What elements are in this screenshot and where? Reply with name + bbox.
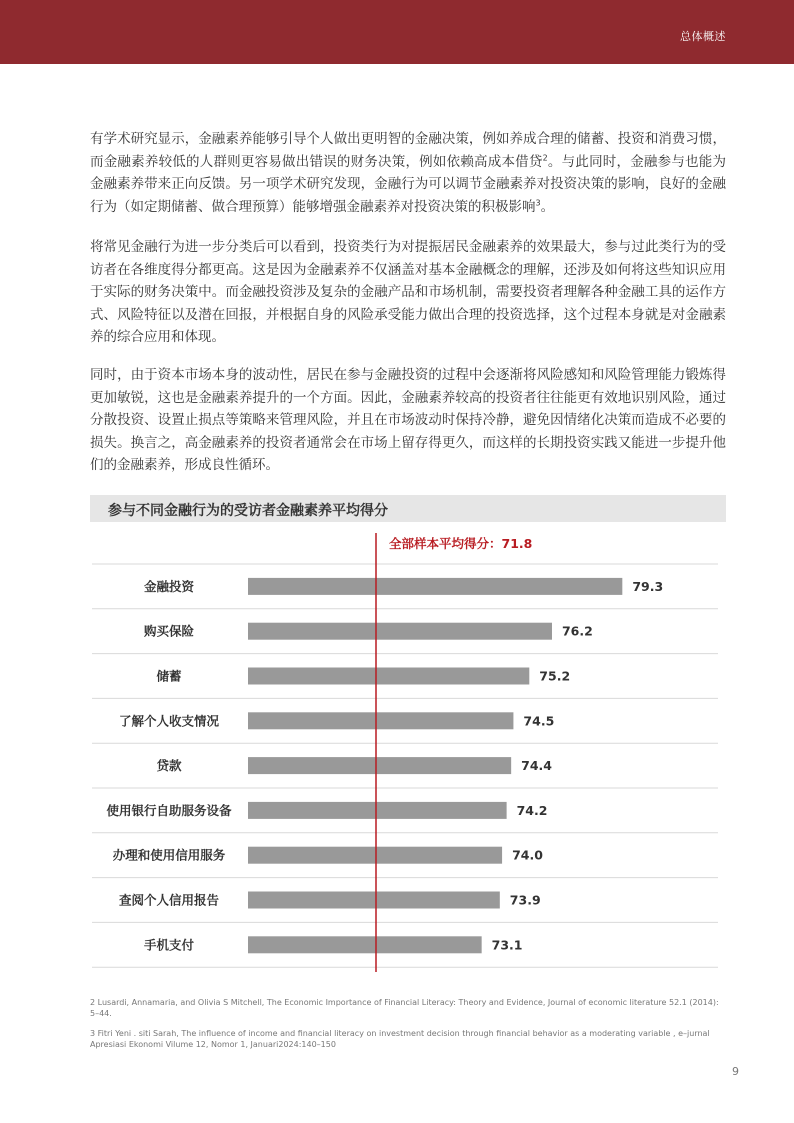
footnote-ref-2[interactable]: 2	[542, 153, 548, 162]
value-label: 74.2	[516, 802, 548, 818]
value-label: 76.2	[561, 623, 593, 639]
average-reference-label: 全部样本平均得分：71.8	[389, 536, 533, 551]
footnote-2: 2 Lusardi, Annamaria, and Olivia S Mitchell, The Economic Importance of Financial Literacy: Theory and Evidence, Journal of economic literature 52.1 (2014): 5–44.	[90, 998, 719, 1018]
category-label: 金融投资	[143, 578, 195, 594]
paragraph-1-part-b: 。与此同时，金融参与也能为金融素养带来正向反馈。另一项学术研究发现，金融行为可以调节金融素养对投资决策的影响，良好的金融行为（如定期储蓄、做合理预算）能够增强金融素养对投资决策的积极影响	[90, 153, 727, 215]
value-label: 73.9	[509, 892, 541, 908]
footnote-ref-3[interactable]: 3	[535, 198, 541, 207]
category-label: 了解个人收支情况	[118, 713, 220, 729]
value-label: 74.0	[512, 847, 543, 863]
footnote-3: 3 Fitri Yeni . siti Sarah, The influence of income and financial literacy on investment decision through financial behavior as a moderating variable , e–jurnal Apresiasi Ekonomi Vilume 12, Nomor 1, Januari2024:140–150	[90, 1029, 710, 1049]
category-label: 查阅个人信用报告	[118, 892, 220, 908]
bar-9	[248, 936, 482, 953]
paragraph-2: 将常见金融行为进一步分类后可以看到，投资类行为对提振居民金融素养的效果最大，参与过此类行为的受访者在各维度得分都更高。这是因为金融素养不仅涵盖对基本金融概念的理解，还涉及如何将这些知识应用于实际的财务决策中。而金融投资涉及复杂的金融产品和市场机制，需要投资者理解各种金融工具的运作方式、风险特征以及潜在回报，并根据自身的风险承受能力做出合理的投资选择，这个过程本身就是对金融素养的综合应用和体现。	[90, 239, 726, 345]
bar-5	[248, 757, 511, 774]
value-label: 79.3	[632, 578, 664, 594]
paragraph-1-part-c: 。	[540, 198, 555, 215]
value-label: 73.1	[491, 937, 523, 953]
bar-7	[248, 847, 502, 864]
bar-3	[248, 668, 529, 685]
bar-8	[248, 892, 500, 909]
paragraph-3: 同时，由于资本市场本身的波动性，居民在参与金融投资的过程中会逐渐将风险感知和风险管理能力锻炼得更加敏锐，这也是金融素养提升的一个方面。因此，金融素养较高的投资者往往能更有效地识别风险，通过分散投资、设置止损点等策略来管理风险，并且在市场波动时保持冷静，避免因情绪化决策而造成不必要的损失。换言之，高金融素养的投资者通常会在市场上留存得更久，而这样的长期投资实践又能进一步提升他们的金融素养，形成良性循环。	[90, 367, 726, 473]
bar-4	[248, 712, 513, 729]
category-label: 储蓄	[156, 668, 182, 684]
value-label: 75.2	[539, 668, 571, 684]
category-label: 购买保险	[143, 623, 195, 639]
bar-1	[248, 578, 622, 595]
chart-title: 参与不同金融行为的受访者金融素养平均得分	[108, 503, 388, 519]
value-label: 74.5	[523, 713, 555, 729]
value-label: 74.4	[521, 758, 552, 774]
category-label: 办理和使用信用服务	[112, 847, 226, 863]
category-label: 使用银行自助服务设备	[106, 802, 232, 818]
bar-2	[248, 623, 552, 640]
section-title: 总体概述	[680, 30, 726, 43]
category-label: 贷款	[156, 758, 182, 774]
page-number: 9	[732, 1065, 739, 1078]
bar-6	[248, 802, 507, 819]
paragraph-1-part-a: 有学术研究显示，金融素养能够引导个人做出更明智的金融决策，例如养成合理的储蓄、投资和消费习惯，而金融素养较低的人群则更容易做出错误的财务决策，例如依赖高成本借贷	[90, 131, 726, 170]
category-label: 手机支付	[143, 937, 195, 953]
